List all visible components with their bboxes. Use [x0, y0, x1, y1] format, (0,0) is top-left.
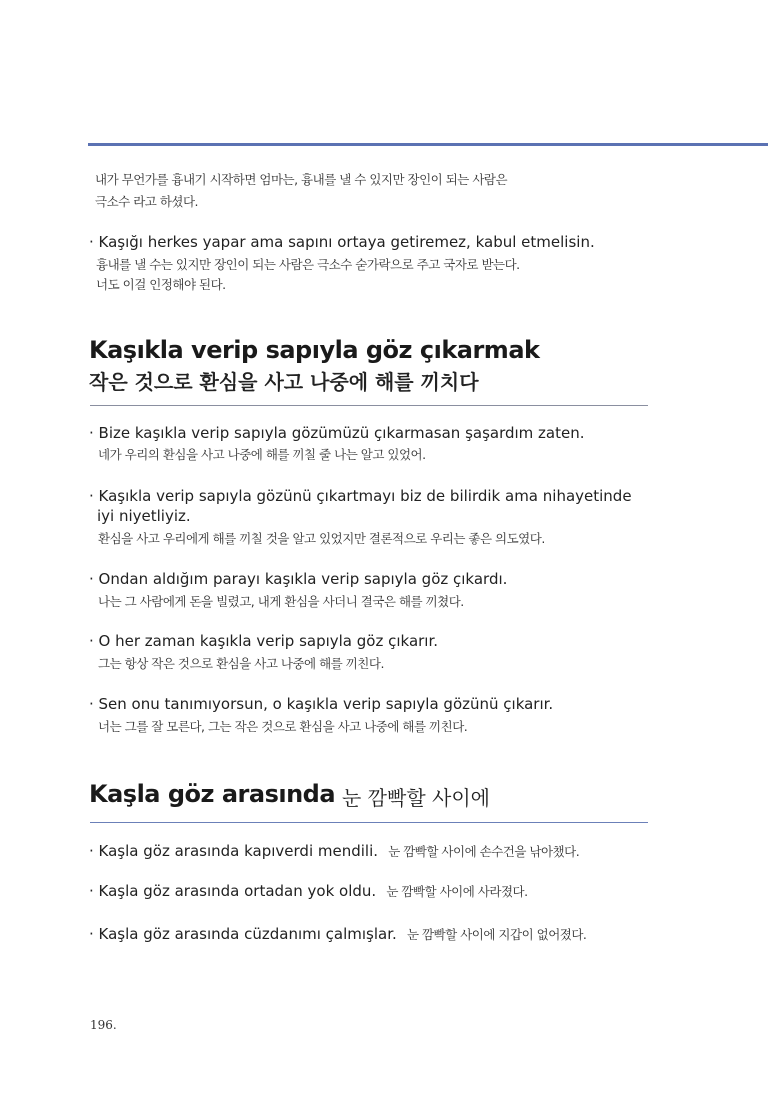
section-rule	[90, 405, 648, 406]
section-subtitle: 눈 깜빡할 사이에	[342, 786, 490, 810]
example-turkish: · Kaşıkla verip sapıyla gözünü çıkartmayı biz de bilirdik ama nihayetinde	[89, 487, 632, 505]
example-korean: 나는 그 사람에게 돈을 빌렸고, 내게 환심을 사더니 결국은 해를 끼쳤다.	[98, 594, 464, 609]
section-title: Kaşıkla verip sapıyla göz çıkarmak	[89, 336, 540, 364]
example-korean: 네가 우리의 환심을 사고 나중에 해를 끼칠 줄 나는 알고 있었어.	[98, 447, 426, 462]
example-turkish: iyi niyetliyiz.	[97, 507, 191, 525]
example-korean: 너도 이걸 인정해야 된다.	[96, 277, 226, 292]
section-subtitle: 작은 것으로 환심을 사고 나중에 해를 끼치다	[89, 370, 479, 394]
page-number: 196.	[90, 1018, 117, 1032]
example-turkish: · O her zaman kaşıkla verip sapıyla göz çıkarır.	[89, 632, 439, 650]
example-row	[89, 881, 528, 900]
section-rule	[90, 822, 648, 823]
example-korean: 그는 항상 작은 것으로 환심을 사고 나중에 해를 끼친다.	[98, 656, 384, 671]
example-turkish: · Kaşla göz arasında cüzdanımı çalmışlar.	[89, 925, 397, 943]
example-turkish: · Kaşla göz arasında ortadan yok oldu.	[89, 882, 377, 900]
example-row	[89, 924, 586, 943]
example-korean: 흉내를 낼 수는 있지만 장인이 되는 사람은 극소수 숟가락으로 주고 국자로 받는다.	[96, 257, 520, 272]
example-korean: 환심을 사고 우리에게 해를 끼칠 것을 알고 있었지만 결론적으로 우리는 좋은 의도였다.	[98, 531, 545, 546]
example-korean: 눈 깜빡할 사이에 사라졌다.	[386, 884, 528, 899]
example-turkish: · Ondan aldığım parayı kaşıkla verip sapıyla göz çıkardı.	[89, 570, 508, 588]
example-turkish: · Kaşığı herkes yapar ama sapını ortaya getiremez, kabul etmelisin.	[89, 233, 595, 251]
example-korean: 너는 그를 잘 모른다, 그는 작은 것으로 환심을 사고 나중에 해를 끼친다.	[98, 719, 468, 734]
example-korean: 눈 깜빡할 사이에 손수건을 낚아챘다.	[388, 844, 580, 859]
intro-line: 극소수 라고 하셨다.	[95, 194, 199, 209]
example-turkish: · Sen onu tanımıyorsun, o kaşıkla verip sapıyla gözünü çıkarır.	[89, 695, 554, 713]
header-rule	[88, 143, 768, 146]
example-row	[89, 841, 579, 860]
intro-line: 내가 무언가를 흉내기 시작하면 엄마는, 흉내를 낼 수 있지만 장인이 되는 사람은	[95, 172, 508, 187]
example-turkish: · Kaşla göz arasında kapıverdi mendili.	[89, 842, 379, 860]
example-turkish: · Bize kaşıkla verip sapıyla gözümüzü çıkarmasan şaşardım zaten.	[89, 424, 585, 442]
section-title: Kaşla göz arasında	[89, 780, 336, 808]
example-korean: 눈 깜빡할 사이에 지갑이 없어졌다.	[406, 927, 587, 942]
